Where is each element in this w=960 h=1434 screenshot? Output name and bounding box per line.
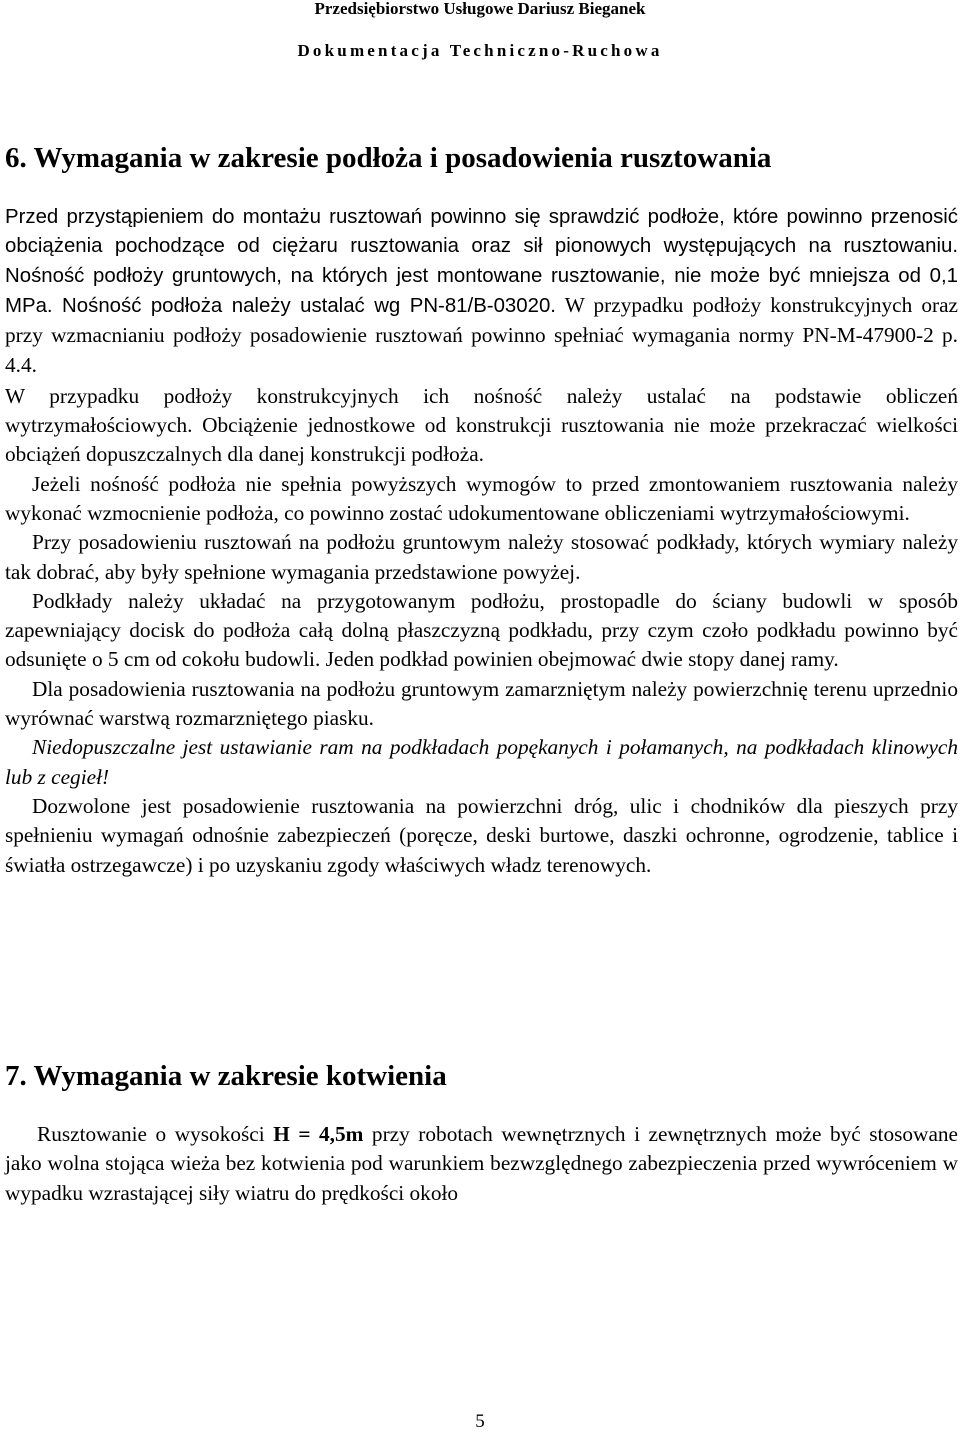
height-value: H = 4,5m bbox=[273, 1122, 364, 1146]
paragraph-structural-substrate-b: Obciążenie jednostkowe od konstrukcji rusztowania nie może przekraczać wielkości obciążeń dopuszczalnych dla danej konstrukcji podłoża. bbox=[5, 413, 958, 467]
section-7-body bbox=[5, 1120, 958, 1208]
paragraph-substrate-load-norm: W przypadku podłoży konstrukcyjnych oraz przy wzmacnianiu podłoży posadowienie rusztowań powinno spełniać wymagania normy PN-M-47900-2 p. 4.4. bbox=[5, 292, 958, 378]
paragraph-structural-substrate bbox=[5, 382, 958, 470]
document-title: Dokumentacja Techniczno-Ruchowa bbox=[297, 41, 663, 60]
section-6-body bbox=[5, 203, 958, 880]
paragraph-frozen-ground: Dla posadowienia rusztowania na podłożu gruntowym zamarzniętym należy powierzchnię terenu uprzednio wyrównać warstwą rozmarzniętego piasku. bbox=[5, 676, 958, 731]
paragraph-substrate-load bbox=[5, 203, 958, 382]
paragraph-roads-sidewalks: Dozwolone jest posadowienie rusztowania na powierzchni dróg, ulic i chodników dla pieszych przy spełnieniu wymagań odnośnie zabezpieczeń (poręcze, deski burtowe, daszki ochronne, ogrodzenie, tablice i światła ostrzegawcze) i po uzyskaniu zgody właściwych władz terenowych. bbox=[5, 793, 958, 877]
section-7-heading: 7. Wymagania w zakresie kotwienia bbox=[5, 1060, 447, 1092]
paragraph-prohibited-pads: Niedopuszczalne jest ustawianie ram na podkładach popękanych i połamanych, na podkładach klinowych lub z cegieł! bbox=[5, 735, 958, 789]
paragraph-anchoring-c: przy robotach wewnętrznych i zewnętrznych może być stosowane jako wolna stojąca wieża bez kotwienia pod warunkiem bezwzględnego zabezpieczenia przed wywróceniem w wypadku wzrastającej siły wiatru do prędkości około bbox=[5, 1122, 958, 1205]
section-6-heading: 6. Wymagania w zakresie podłoża i posadowienia rusztowania bbox=[5, 142, 772, 174]
paragraph-soil-pads: Przy posadowieniu rusztowań na podłożu gruntowym należy stosować podkłady, których wymiary należy tak dobrać, aby były spełnione wymagania przedstawione powyżej. bbox=[5, 530, 958, 584]
page-number: 5 bbox=[475, 1411, 485, 1432]
paragraph-anchoring-a: Rusztowanie o wysokości bbox=[37, 1122, 274, 1146]
company-name: Przedsiębiorstwo Usługowe Dariusz Bieganek bbox=[314, 0, 646, 18]
paragraph-pad-placement: Podkłady należy układać na przygotowanym podłożu, prostopadle do ściany budowli w sposób zapewniający docisk do podłoża całą dolną płaszczyzną podkładu, przy czym czoło podkładu powinno być odsunięte o 5 cm od cokołu budowli. Jeden podkład powinien obejmować dwie stopy danej ramy. bbox=[5, 588, 958, 672]
paragraph-substrate-load-sans: Przed przystąpieniem do montażu rusztowań powinno się sprawdzić podłoże, które powinno przenosić obciążenia pochodzące od ciężaru rusztowania oraz sił pionowych występujących na rusztowaniu. Nośność podłoży gruntowych, na których jest montowane rusztowanie, nie może być mniejsza od 0,1 MPa. Nośność podłoża należy ustalać wg PN-81/B-03020. bbox=[5, 206, 958, 317]
paragraph-reinforcement: Jeżeli nośność podłoża nie spełnia powyższych wymogów to przed zmontowaniem rusztowania należy wykonać wzmocnienie podłoża, co powinno zostać udokumentowane obliczeniami wytrzymałościowymi. bbox=[5, 471, 958, 525]
paragraph-structural-substrate-a: W przypadku podłoży konstrukcyjnych ich nośność należy ustalać na podstawie obliczeń wytrzymałościowych. bbox=[5, 383, 958, 438]
paragraph-anchoring bbox=[5, 1120, 958, 1208]
